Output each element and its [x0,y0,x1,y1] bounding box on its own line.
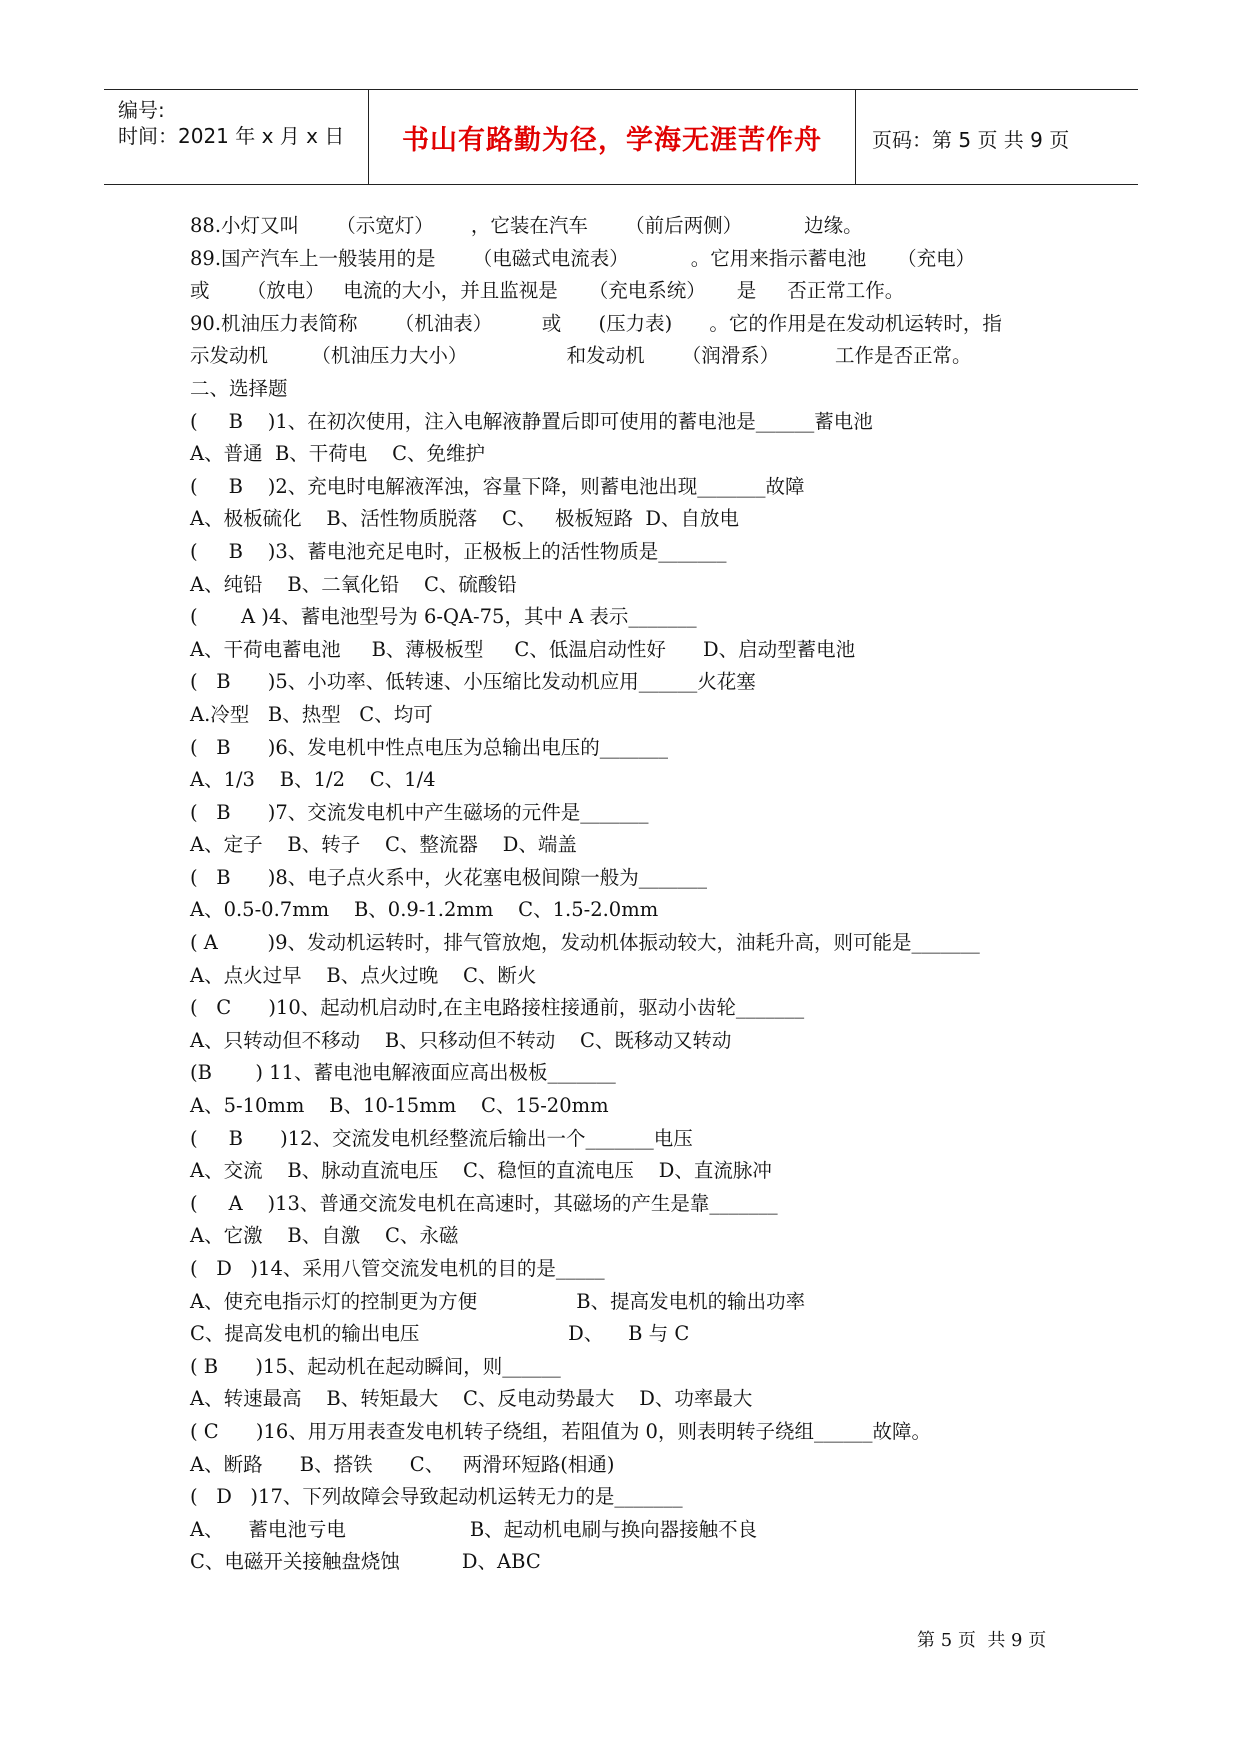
time-label: 时间：2021 年 x 月 x 日 [118,124,345,148]
options-line: A、它激 B、自激 C、永磁 [190,1224,459,1248]
question-line: ( A )4、蓄电池型号为 6-QA-75，其中 A 表示_______ [190,605,697,629]
question-line: ( A )9、发动机运转时，排气管放炮，发动机体振动较大，油耗升高，则可能是_______ [190,931,980,955]
options-line: A、普通 B、干荷电 C、免维护 [190,442,486,466]
question-line: ( B )7、交流发电机中产生磁场的元件是_______ [190,800,649,824]
options-line: A、1/3 B、1/2 C、1/4 [190,768,436,792]
question-line: ( B )1、在初次使用，注入电解液静置后即可使用的蓄电池是______蓄电池 [190,409,873,433]
options-line: A、极板硫化 B、活性物质脱落 C、 极板短路 D、自放电 [190,507,740,531]
question-line: ( B )3、蓄电池充足电时，正极板上的活性物质是_______ [190,539,727,563]
options-line: C、提高发电机的输出电压 D、 B 与 C [190,1322,690,1346]
question-line: ( C )16、用万用表查发电机转子绕组，若阻值为 0，则表明转子绕组______故障。 [190,1419,931,1443]
section-heading: 二、选择题 [190,376,288,400]
header-center-cell [369,90,856,184]
text-line: 88.小灯又叫 （示宽灯） ，它装在汽车 （前后两侧） 边缘。 [190,214,863,237]
text-line: 90.机油压力表简称 （机油表） 或 (压力表) 。它的作用是在发动机运转时，指 [190,311,1002,335]
options-line: A、转速最高 B、转矩最大 C、反电动势最大 D、功率最大 [190,1387,753,1411]
options-line: A、使充电指示灯的控制更为方便 B、提高发电机的输出功率 [190,1289,806,1313]
options-line: A、纯铅 B、二氧化铅 C、硫酸铅 [190,572,517,596]
page-code: 页码：第 5 页 共 9 页 [872,128,1070,152]
question-line: ( A )13、普通交流发电机在高速时，其磁场的产生是靠_______ [190,1191,778,1215]
question-line: ( B )8、电子点火系中，火花塞电极间隙一般为_______ [190,865,707,889]
options-line: A、 蓄电池亏电 B、起动机电刷与换向器接触不良 [190,1517,758,1541]
document-body [190,210,1090,1579]
question-line: ( D )14、采用八管交流发电机的目的是_____ [190,1257,605,1280]
text-line: 示发动机 （机油压力大小） 和发动机 （润滑系） 工作是否正常。 [190,344,972,368]
text-line: 或 （放电） 电流的大小，并且监视是 （充电系统） 是 否正常工作。 [190,279,905,303]
options-line: A、干荷电蓄电池 B、薄极板型 C、低温启动性好 D、启动型蓄电池 [190,637,856,661]
header-left-cell [104,90,369,184]
page-footer: 第 5 页 共 9 页 [917,1630,1047,1651]
question-line: ( B )2、充电时电解液浑浊，容量下降，则蓄电池出现_______故障 [190,474,805,498]
question-line: ( B )15、起动机在起动瞬间，则______ [190,1354,561,1378]
options-line: A、断路 B、搭铁 C、 两滑环短路(相通) [190,1452,615,1476]
options-line: A、只转动但不移动 B、只移动但不转动 C、既移动又转动 [190,1028,732,1052]
question-line: ( B )5、小功率、低转速、小压缩比发动机应用______火花塞 [190,670,756,694]
options-line: A、5-10mm B、10-15mm C、15-20mm [190,1094,609,1118]
header-right-cell [856,90,1138,184]
question-line: ( B )12、交流发电机经整流后输出一个_______电压 [190,1126,693,1150]
text-line: 89.国产汽车上一般装用的是 （电磁式电流表） 。它用来指示蓄电池 （充电） [190,246,976,270]
options-line: A、定子 B、转子 C、整流器 D、端盖 [190,833,577,857]
question-line: ( D )17、下列故障会导致起动机运转无力的是_______ [190,1485,683,1509]
page-header [104,89,1138,185]
options-line: A、点火过早 B、点火过晚 C、断火 [190,963,537,987]
motto-text: 书山有路勤为径，学海无涯苦作舟 [402,125,822,156]
serial-label: 编号: [118,98,165,122]
options-line: A、0.5-0.7mm B、0.9-1.2mm C、1.5-2.0mm [190,898,659,922]
question-line: ( B )6、发电机中性点电压为总输出电压的_______ [190,735,668,759]
options-line: A、交流 B、脉动直流电压 C、稳恒的直流电压 D、直流脉冲 [190,1159,772,1183]
question-line: (B ) 11、蓄电池电解液面应高出极板_______ [190,1061,616,1085]
options-line: A.冷型 B、热型 C、均可 [190,702,433,726]
question-line: ( C )10、起动机启动时,在主电路接柱接通前，驱动小齿轮_______ [190,996,805,1020]
options-line: C、电磁开关接触盘烧蚀 D、ABC [190,1550,541,1574]
